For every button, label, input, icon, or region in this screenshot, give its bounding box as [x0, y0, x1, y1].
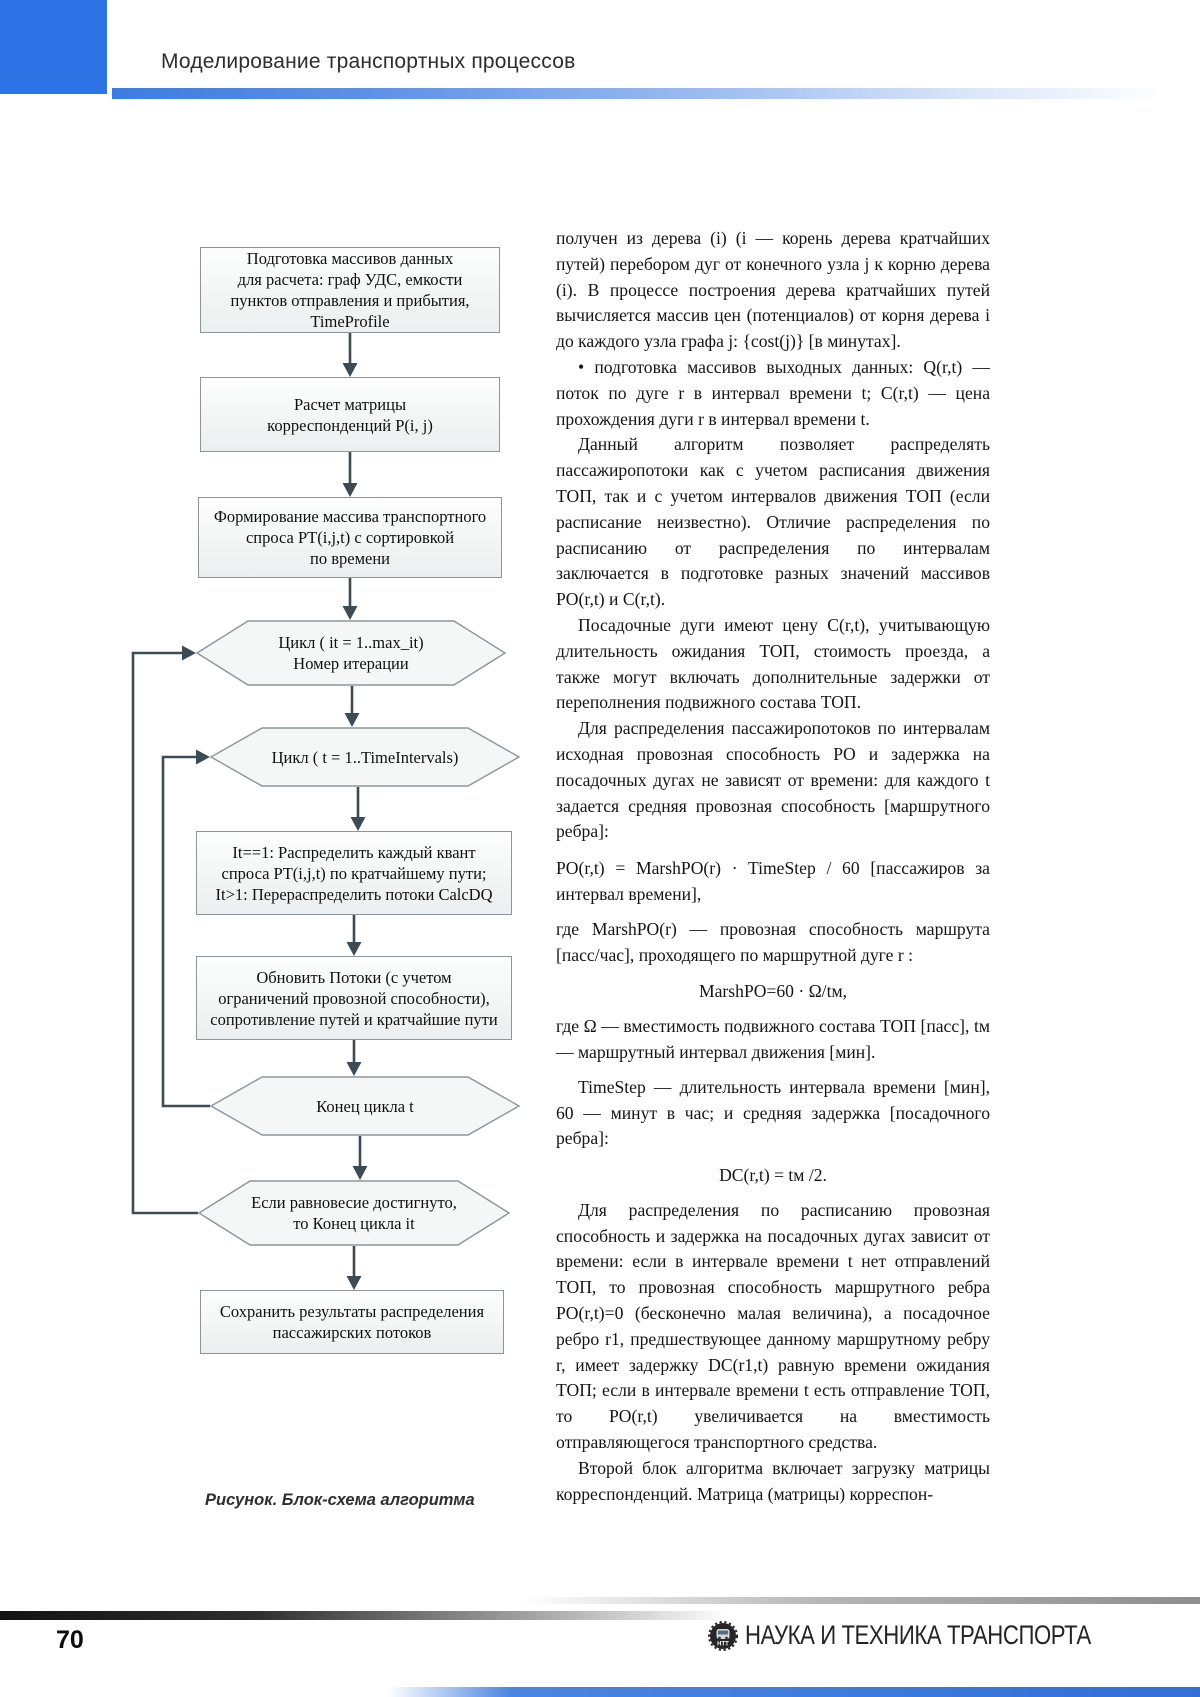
node-line: спроса PT(i,j,t) по кратчайшему пути;	[221, 863, 487, 883]
node-line: спроса PT(i,j,t) с сортировкой	[245, 528, 455, 547]
journal-logo-icon	[708, 1621, 738, 1651]
journal-brand	[708, 1620, 1167, 1651]
article-paragraph: Данный алгоритм позволяет распределять пассажиропотоки как с учетом расписания движения ТОП, так и с учетом интервалов движения ТОП (если расписание неизвестно). Отличие распределения по расписанию от распределения по интервалам заключается в подготовке разных значений массивов PO(r,t) и C(r,t).	[556, 434, 990, 610]
flowchart-node-loop-iterations	[196, 620, 506, 686]
node-line: Расчет матрицы	[293, 394, 407, 414]
formula: DC(r,t) = tм /2.	[719, 1165, 827, 1186]
flowchart-node-matrix-calc	[200, 377, 500, 452]
node-line: Номер итерации	[293, 654, 409, 673]
node-line: корреспонденций P(i, j)	[267, 415, 433, 435]
article-paragraph: получен из дерева (i) (i — корень дерева кратчайших путей) перебором дуг от конечного узла j к корню дерева (i). В процессе построения дерева кратчайших путей вычисляется массив цен (потенциалов) от корня дерева i до каждого узла графа j: {cost(j)} [в минутах].	[556, 228, 990, 352]
flowchart-node-demand-array	[198, 497, 502, 578]
node-line: It>1: Перераспределить потоки CalcDQ	[215, 884, 493, 904]
corner-accent-square	[0, 0, 107, 94]
section-title: Моделирование транспортных процессов	[161, 50, 576, 73]
node-line: пассажирских потоков	[272, 1323, 432, 1342]
logo-abbreviation: НТТ	[717, 1641, 729, 1647]
node-line: пунктов отправления и прибытия,	[230, 291, 470, 310]
formula: PO(r,t) = MarshPO(r) · TimeStep / 60 [пассажиров за интервал времени],	[556, 858, 990, 904]
footer-divider-gray	[520, 1597, 1200, 1604]
node-line: TimeProfile	[310, 312, 390, 331]
node-line: Формирование массива транспортного	[213, 507, 487, 526]
article-paragraph: TimeStep — длительность интервала времени [мин], 60 — минут в час; и средняя задержка [посадочного ребра]:	[556, 1076, 990, 1149]
node-line: ограничений провозной способности),	[218, 988, 490, 1008]
page-number: 70	[56, 1626, 84, 1654]
article-paragraph: Для распределения по расписанию провозная способность и задержка на посадочных дугах зависит от времени: если в интервале времени t нет отправлений ТОП, то провозная способность маршрутного ребра PO(r,t)=0 (бесконечно малая величина), а посадочное ребро r1, предшествующее данному маршрутному ребру r, имеет задержку DC(r1,t) равную времени ожидания ТОП; если в интервале времени t есть отправление ТОП, то PO(r,t) увеличивается на вместимость отправляющегося транспортного средства.	[556, 1199, 990, 1453]
node-line: сопротивление путей и кратчайшие пути	[210, 1009, 498, 1029]
article-paragraph: Второй блок алгоритма включает загрузку матрицы корреспонденций. Матрица (матрицы) корреспон-	[556, 1457, 990, 1504]
header-divider-bar	[112, 88, 1200, 99]
node-line: Цикл ( it = 1..max_it)	[278, 633, 424, 652]
article-column	[556, 226, 990, 1507]
node-line: для расчета: граф УДС, емкости	[237, 270, 463, 289]
node-line: It==1: Распределить каждый квант	[232, 842, 476, 862]
bottom-accent-bar	[388, 1687, 1200, 1697]
article-paragraph: Посадочные дуги имеют цену C(r,t), учитывающую длительность ожидания ТОП, стоимость проезда, а также могут включать дополнительные задержки от переполнения подвижного состава ТОП.	[556, 614, 990, 713]
node-line: Обновить Потоки (с учетом	[256, 967, 452, 987]
figure-caption: Рисунок. Блок-схема алгоритма	[205, 1491, 475, 1509]
node-line: Цикл ( t = 1..TimeIntervals)	[271, 747, 459, 767]
node-line: Если равновесие достигнуто,	[251, 1193, 457, 1212]
flowchart-node-loop-time	[210, 727, 520, 787]
article-paragraph: где Ω — вместимость подвижного состава ТОП [пасс], tм — маршрутный интервал движения [мин].	[556, 1016, 990, 1062]
journal-name: НАУКА И ТЕХНИКА ТРАНСПОРТА	[745, 1620, 1091, 1650]
footer-divider-dark	[0, 1611, 730, 1620]
article-paragraph: Для распределения пассажиропотоков по интервалам исходная провозная способность PO и задержка на посадочных дугах не зависят от времени: для каждого t задается средняя провозная способность [маршрутного ребра]:	[556, 718, 990, 842]
flowchart-node-equilibrium-check	[198, 1180, 510, 1246]
flowchart-node-save-results	[200, 1290, 504, 1354]
node-line: то Конец цикла it	[293, 1214, 415, 1233]
article-paragraph: где MarshPO(r) — провозная способность маршрута [пасс/час], проходящего по маршрутной дуге r :	[556, 918, 990, 965]
flowchart-node-end-loop-t	[210, 1076, 520, 1136]
node-line: Конец цикла t	[316, 1096, 414, 1116]
node-line: по времени	[310, 549, 390, 568]
flowchart-node-prepare-data	[200, 247, 500, 333]
node-line: Подготовка массивов данных	[246, 249, 454, 268]
node-line: Сохранить результаты распределения	[219, 1302, 485, 1321]
article-paragraph: • подготовка массивов выходных данных: Q(r,t) — поток по дуге r в интервал времени t; C(r,t) — цена прохождения дуги r в интервал времени t.	[556, 356, 990, 429]
flowchart-node-update-flows	[196, 956, 512, 1040]
flowchart-node-distribute	[196, 831, 512, 915]
formula: MarshPO=60 · Ω/tм,	[698, 981, 847, 1002]
